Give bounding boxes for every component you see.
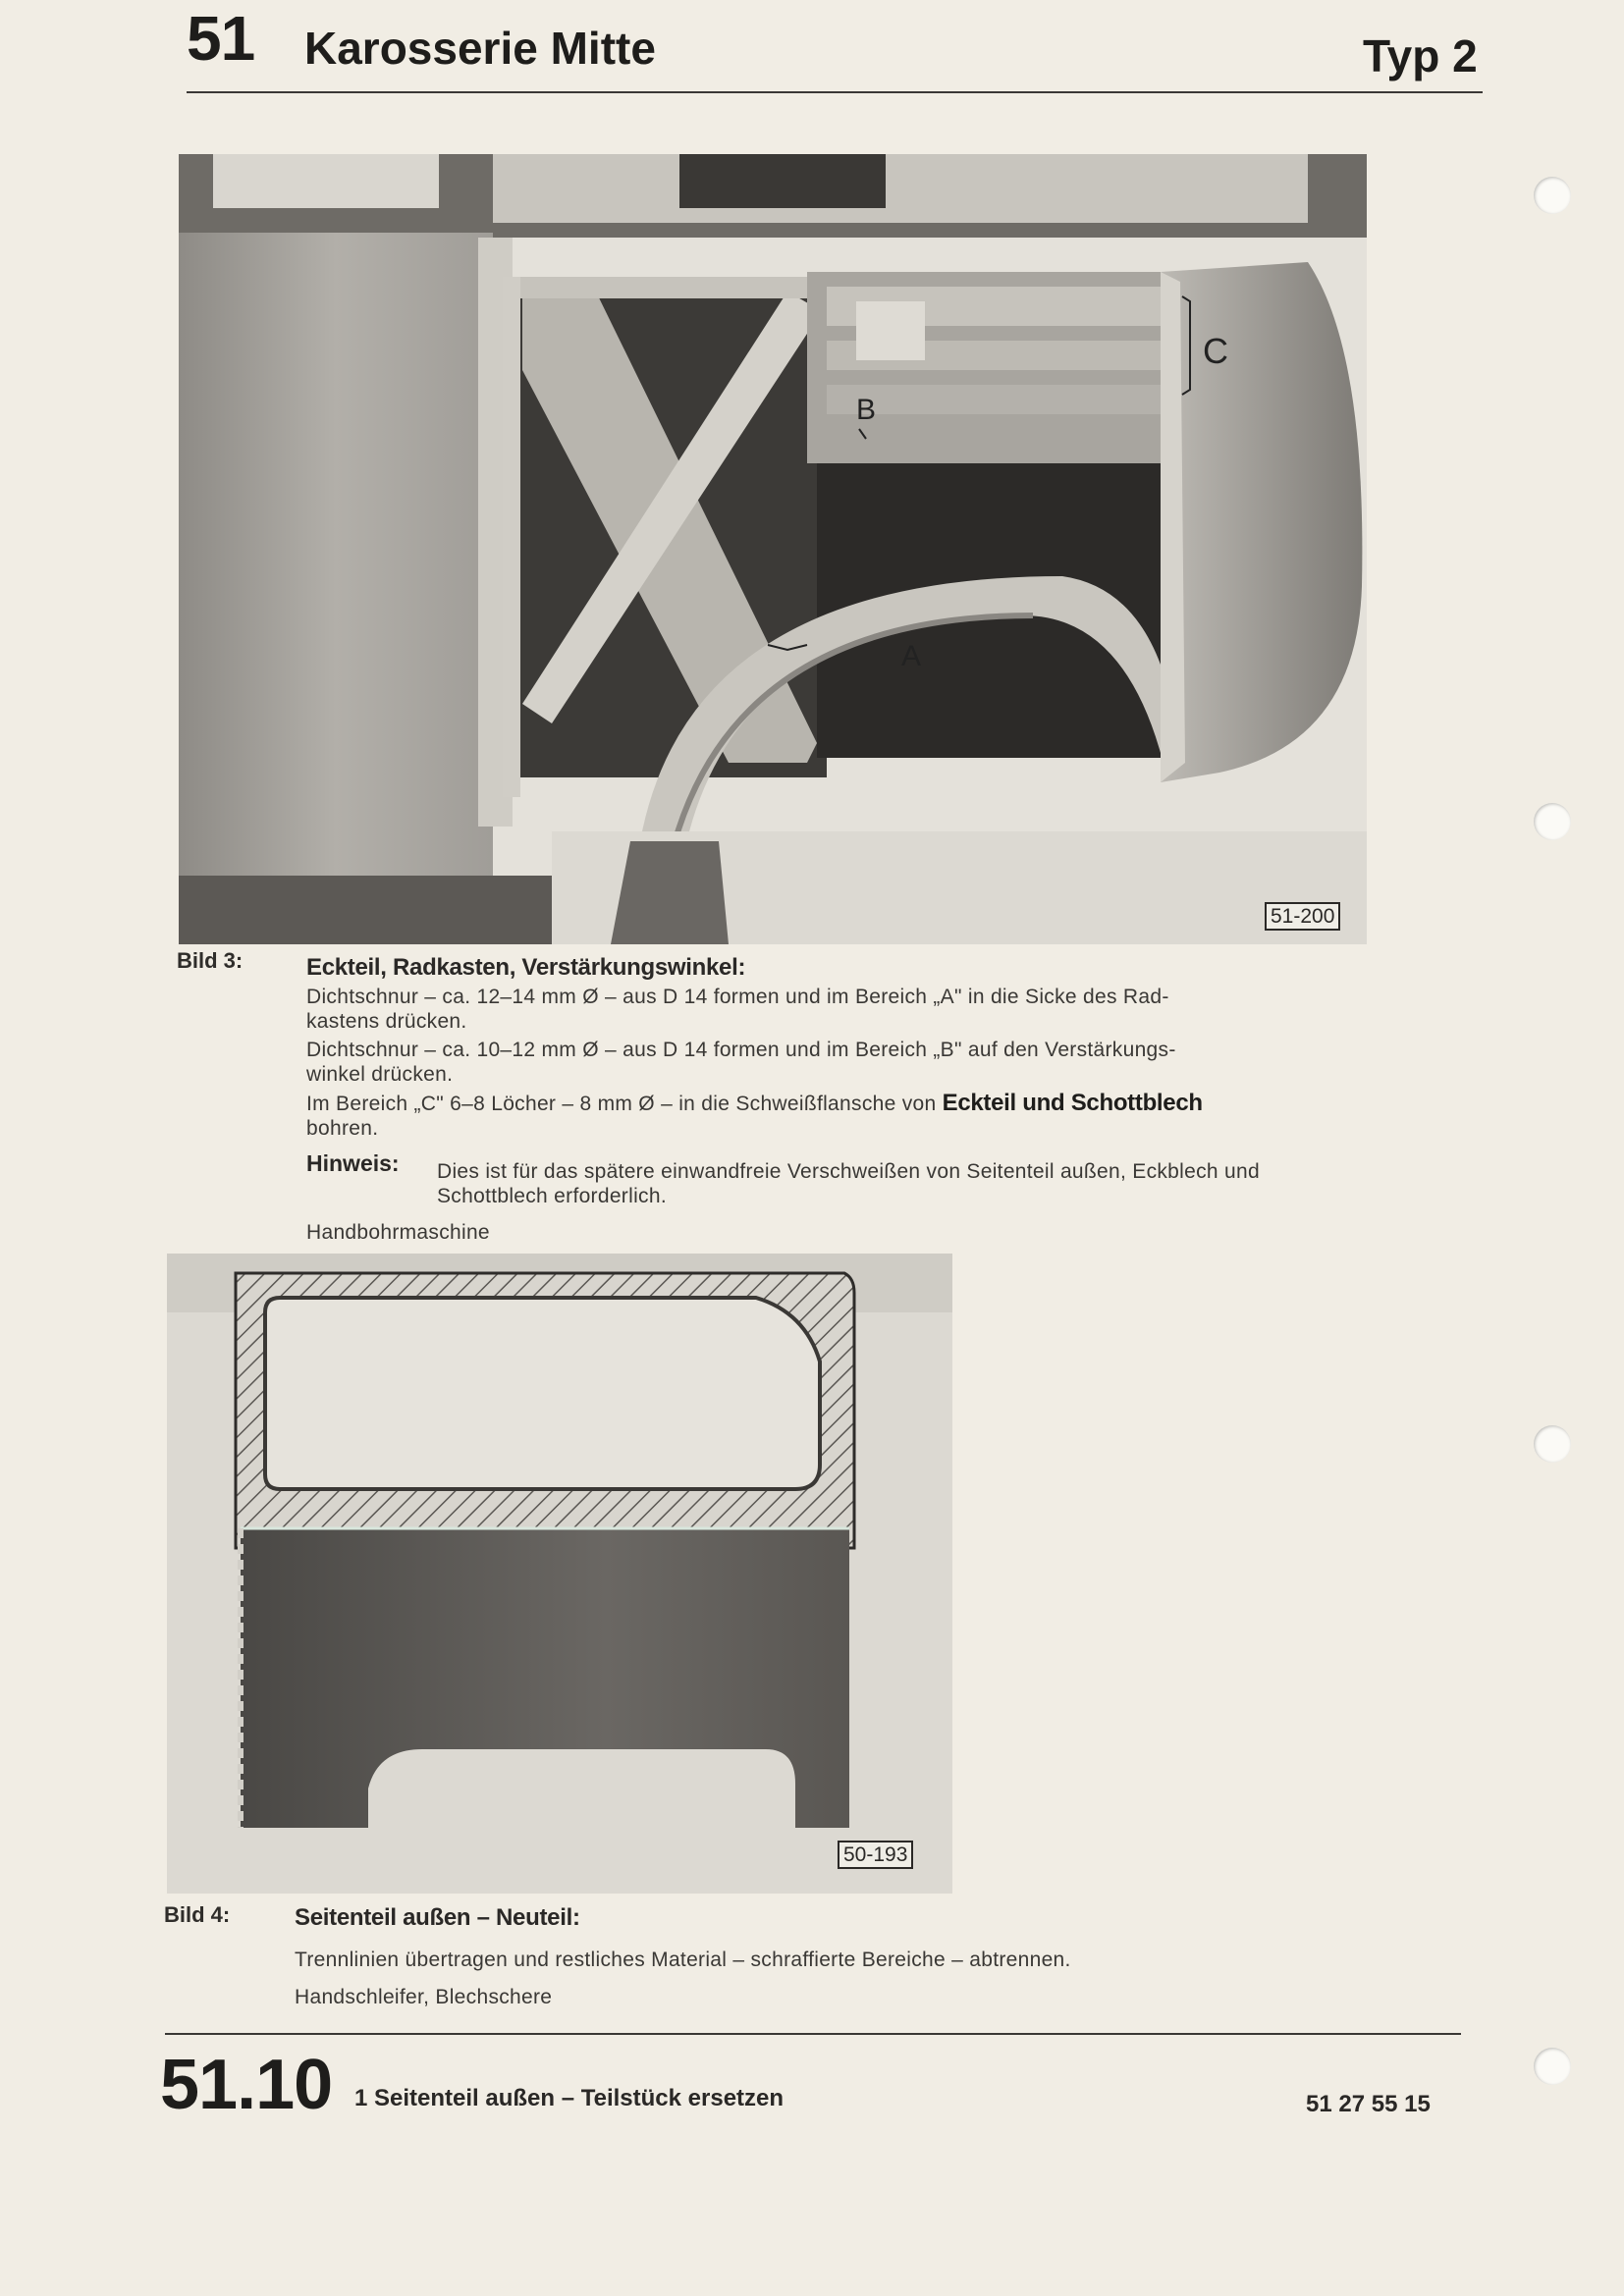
text-line: bohren. bbox=[306, 1117, 379, 1140]
text-line: Dichtschnur – ca. 10–12 mm Ø – aus D 14 formen und im Bereich „B" auf den Verstärkungs- bbox=[306, 1039, 1176, 1061]
text-line: kastens drücken. bbox=[306, 1010, 467, 1033]
label-b: B bbox=[856, 394, 877, 426]
text-segment: Im Bereich „C" 6–8 Löcher – 8 mm Ø – in die Schweißflansche von bbox=[306, 1093, 943, 1115]
figure-4-title: Seitenteil außen – Neuteil: bbox=[295, 1904, 580, 1931]
document-code: 51 27 55 15 bbox=[1306, 2091, 1431, 2117]
label-a: A bbox=[901, 640, 922, 672]
note-label: Hinweis: bbox=[306, 1150, 400, 1176]
photo-id-51-200: 51-200 bbox=[1265, 902, 1340, 931]
figure-4-label: Bild 4: bbox=[164, 1902, 231, 1927]
binder-hole bbox=[1534, 177, 1571, 214]
text-line: Dies ist für das spätere einwandfreie Verschweißen von Seitenteil außen, Eckblech und bbox=[437, 1160, 1260, 1183]
section-number: 51 bbox=[187, 3, 255, 74]
page-number: 51.10 bbox=[160, 2046, 333, 2124]
figure-4-photo bbox=[167, 1254, 952, 1894]
vehicle-type: Typ 2 bbox=[1363, 30, 1478, 81]
text-line bbox=[306, 1091, 1386, 1116]
text-line: Schottblech erforderlich. bbox=[437, 1185, 667, 1207]
label-c: C bbox=[1203, 331, 1228, 371]
photo-id-50-193: 50-193 bbox=[838, 1841, 913, 1869]
binder-hole bbox=[1534, 803, 1571, 840]
section-title: Karosserie Mitte bbox=[304, 23, 656, 74]
text-emphasis: Eckteil und Schottblech bbox=[942, 1090, 1203, 1116]
text-line: winkel drücken. bbox=[306, 1063, 454, 1086]
figure-3-title: Eckteil, Radkasten, Verstärkungswinkel: bbox=[306, 954, 746, 981]
text-line: Dichtschnur – ca. 12–14 mm Ø – aus D 14 formen und im Bereich „A" in die Sicke des Rad- bbox=[306, 986, 1169, 1008]
binder-hole bbox=[1534, 2048, 1571, 2085]
figure-3-tool: Handbohrmaschine bbox=[306, 1221, 490, 1244]
note-text bbox=[437, 1159, 1399, 1208]
footer-title: 1 Seitenteil außen – Teilstück ersetzen bbox=[354, 2085, 785, 2111]
figure-3-text bbox=[306, 985, 1386, 1141]
figure-3-label: Bild 3: bbox=[177, 948, 244, 973]
header-rule bbox=[187, 91, 1483, 93]
figure-3-photo bbox=[179, 154, 1367, 944]
footer-rule bbox=[165, 2033, 1461, 2035]
binder-hole bbox=[1534, 1425, 1571, 1463]
figure-4-text: Trennlinien übertragen und restliches Material – schraffierte Bereiche – abtrennen. bbox=[295, 1949, 1071, 1971]
figure-4-tool: Handschleifer, Blechschere bbox=[295, 1986, 553, 2008]
